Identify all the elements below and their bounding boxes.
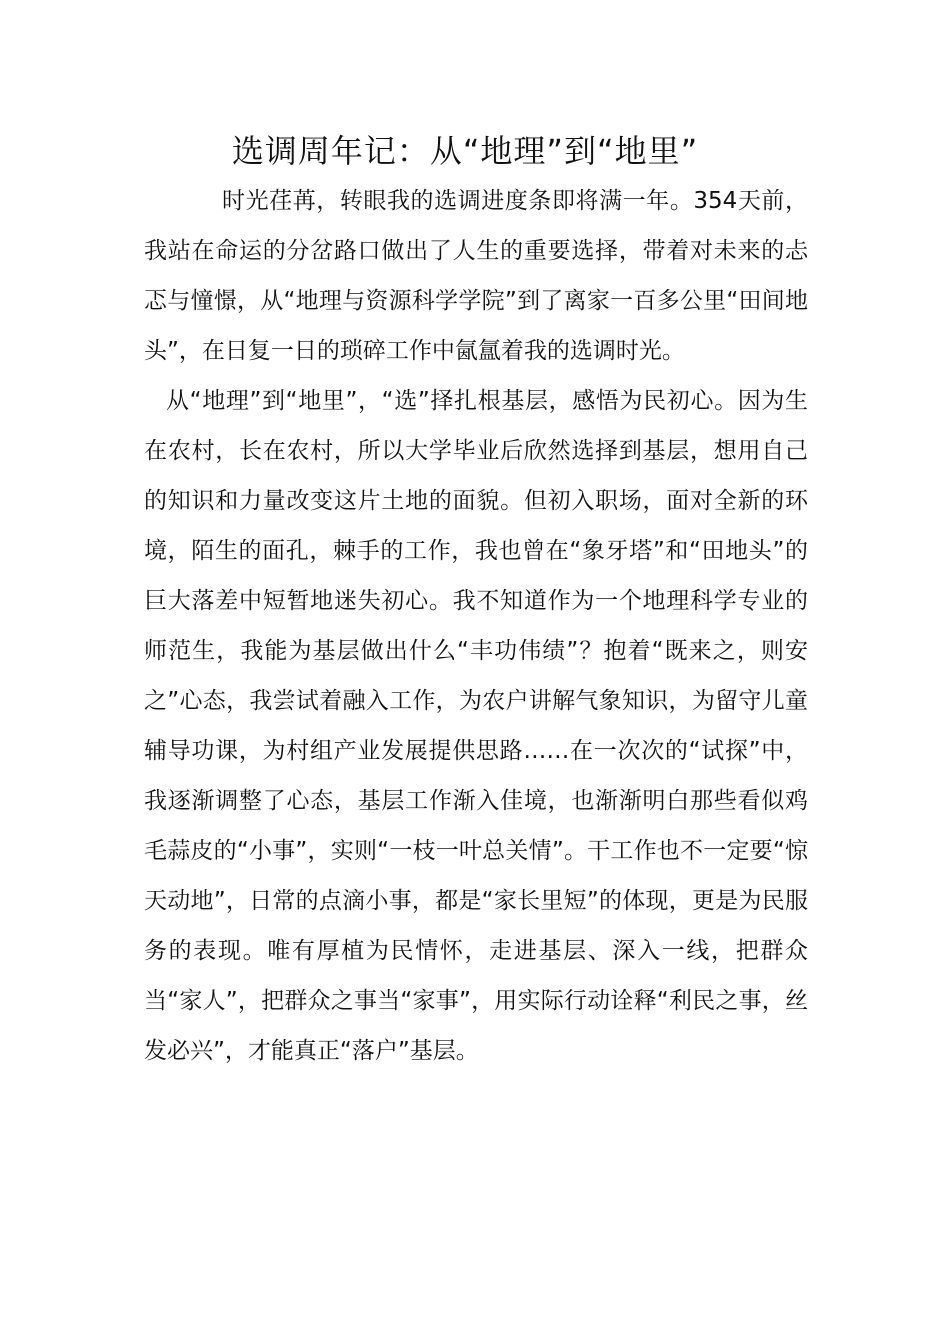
document-title: 选调周年记：从“地理”到“地里” <box>231 132 699 170</box>
paragraph-2: 从“地理”到“地里”，“选”择扎根基层，感悟为民初心。因为生在农村，长在农村，所以大学毕业后欣然选择到基层，想用自己的知识和力量改变这片土地的面貌。但初入职场，面对全新的环境，陌生的面孔，棘手的工作，我也曾在“象牙塔”和“田地头”的巨大落差中短暂地迷失初心。我不知道作为一个地理科学专业的师范生，我能为基层做出什么“丰功伟绩”？抱着“既来之，则安之”心态，我尝试着融入工作，为农户讲解气象知识，为留守儿童辅导功课，为村组产业发展提供思路……在一次次的“试探”中，我逐渐调整了心态，基层工作渐入佳境，也渐渐明白那些看似鸡毛蒜皮的“小事”，实则“一枝一叶总关情”。干工作也不一定要“惊天动地”，日常的点滴小事，都是“家长里短”的体现，更是为民服务的表现。唯有厚植为民情怀，走进基层、深入一线，把群众当“家人”，把群众之事当“家事”，用实际行动诠释“利民之事，丝发必兴”，才能真正“落户”基层。 <box>144 388 808 1064</box>
paragraph-1: 时光荏苒，转眼我的选调进度条即将满一年。354天前，我站在命运的分岔路口做出了人生的重要选择，带着对未来的忐忑与憧憬，从“地理与资源科学学院”到了离家一百多公里“田间地头”，在日复一日的琐碎工作中氤氲着我的选调时光。 <box>144 188 808 364</box>
document-body <box>144 176 808 1076</box>
